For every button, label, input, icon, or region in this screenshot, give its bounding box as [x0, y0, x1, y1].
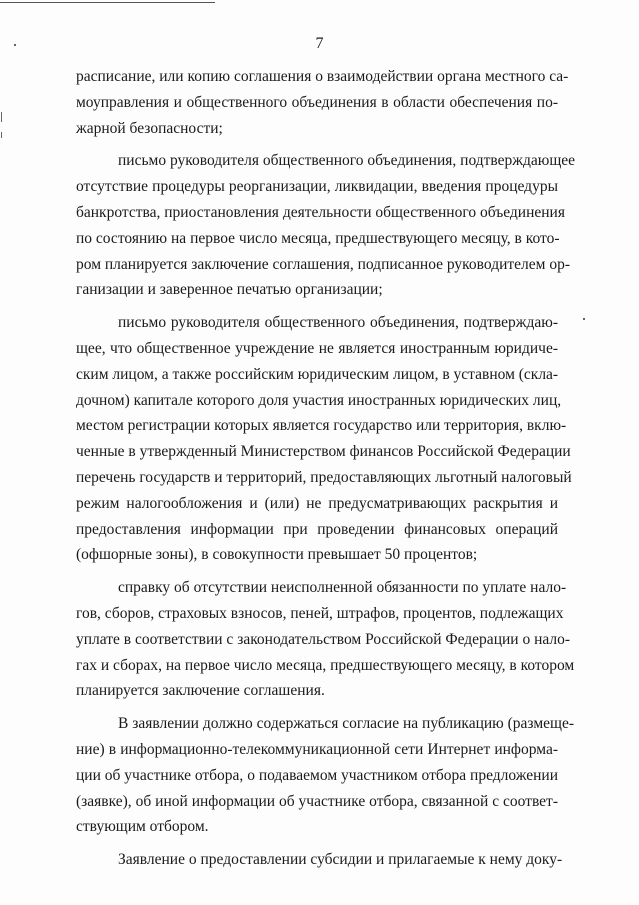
text-line: (заявке), об иной информации об участнике отбора, связанной с соответ- [76, 792, 558, 810]
text-line: ганизации и заверенное печатью организации; [76, 281, 383, 299]
paragraph [76, 148, 576, 303]
text-line: расписание, или копию соглашения о взаимодействии органа местного са- [76, 68, 569, 85]
paragraph-gap [76, 303, 558, 310]
paragraph [76, 847, 563, 873]
text-line: планируется заключение соглашения. [76, 682, 325, 700]
text-line: предоставления информации при проведении финансовых операций [76, 520, 558, 538]
text-line: перечень государств и территорий, предоставляющих льготный налоговый [76, 468, 572, 486]
paragraph [76, 310, 572, 568]
text-line: ние) в информационно-телекоммуникационной сети Интернет информа- [76, 740, 558, 758]
paragraph [76, 64, 569, 141]
text-line: банкротства, приостановления деятельности общественного объединения [76, 203, 565, 221]
text-line: ствующим отбором. [76, 818, 209, 836]
text-line: ченные в утвержденный Министерством финансов Российской Федерации [76, 443, 571, 461]
text-line: гах и сборах, на первое число месяца, предшествующего месяцу, в котором [76, 656, 575, 674]
text-line: справку об отсутствии неисполненной обязанности по уплате нало- [118, 579, 567, 597]
text-line: гов, сборов, страховых взносов, пеней, штрафов, процентов, подлежащих [76, 604, 564, 622]
text-line: жарной безопасности; [76, 119, 223, 137]
text-line: уплате в соответствии с законодательством Российской Федерации о нало- [76, 630, 571, 648]
text-line: по состоянию на первое число месяца, предшествующего месяцу, в кото- [76, 229, 560, 247]
text-line: режим налогообложения и (или) не предусматривающих раскрытия и [76, 494, 558, 512]
paragraph-gap [76, 568, 558, 575]
paragraph-gap [76, 704, 558, 711]
document-body [76, 64, 576, 873]
text-line: моуправления и общественного объединения в области обеспечения по- [76, 93, 558, 111]
text-line: местом регистрации которых является государство или территория, вклю- [76, 417, 567, 435]
paragraph-gap [76, 840, 558, 847]
text-line: дочном) капитале которого доля участия иностранных юридических лиц, [76, 391, 562, 409]
text-line: письмо руководителя общественного объединения, подтверждаю- [118, 314, 558, 332]
text-line: письмо руководителя общественного объединения, подтверждающее [118, 152, 576, 170]
scan-edge-mark [1, 112, 2, 122]
paragraph [76, 711, 574, 840]
text-line: отсутствие процедуры реорганизации, ликвидации, введения процедуры [76, 178, 558, 196]
scan-speck [583, 318, 585, 320]
page-number: 7 [315, 35, 324, 52]
paragraph [76, 575, 575, 704]
text-line: В заявлении должно содержаться согласие на публикацию (размеще- [118, 715, 574, 733]
scan-edge-rule [0, 2, 215, 3]
text-line: ским лицом, а также российским юридическим лицом, в уставном (скла- [76, 365, 559, 383]
text-line: ром планируется заключение соглашения, подписанное руководителем ор- [76, 255, 570, 273]
scan-edge-mark [1, 132, 2, 138]
text-line: щее, что общественное учреждение не является иностранным юридиче- [76, 339, 558, 357]
text-line: ции об участнике отбора, о подаваемом участником отбора предложении [76, 766, 558, 784]
paragraph-gap [76, 141, 558, 148]
text-line: (офшорные зоны), в совокупности превышает 50 процентов; [76, 546, 478, 564]
text-line: Заявление о предоставлении субсидии и прилагаемые к нему доку- [118, 851, 563, 869]
